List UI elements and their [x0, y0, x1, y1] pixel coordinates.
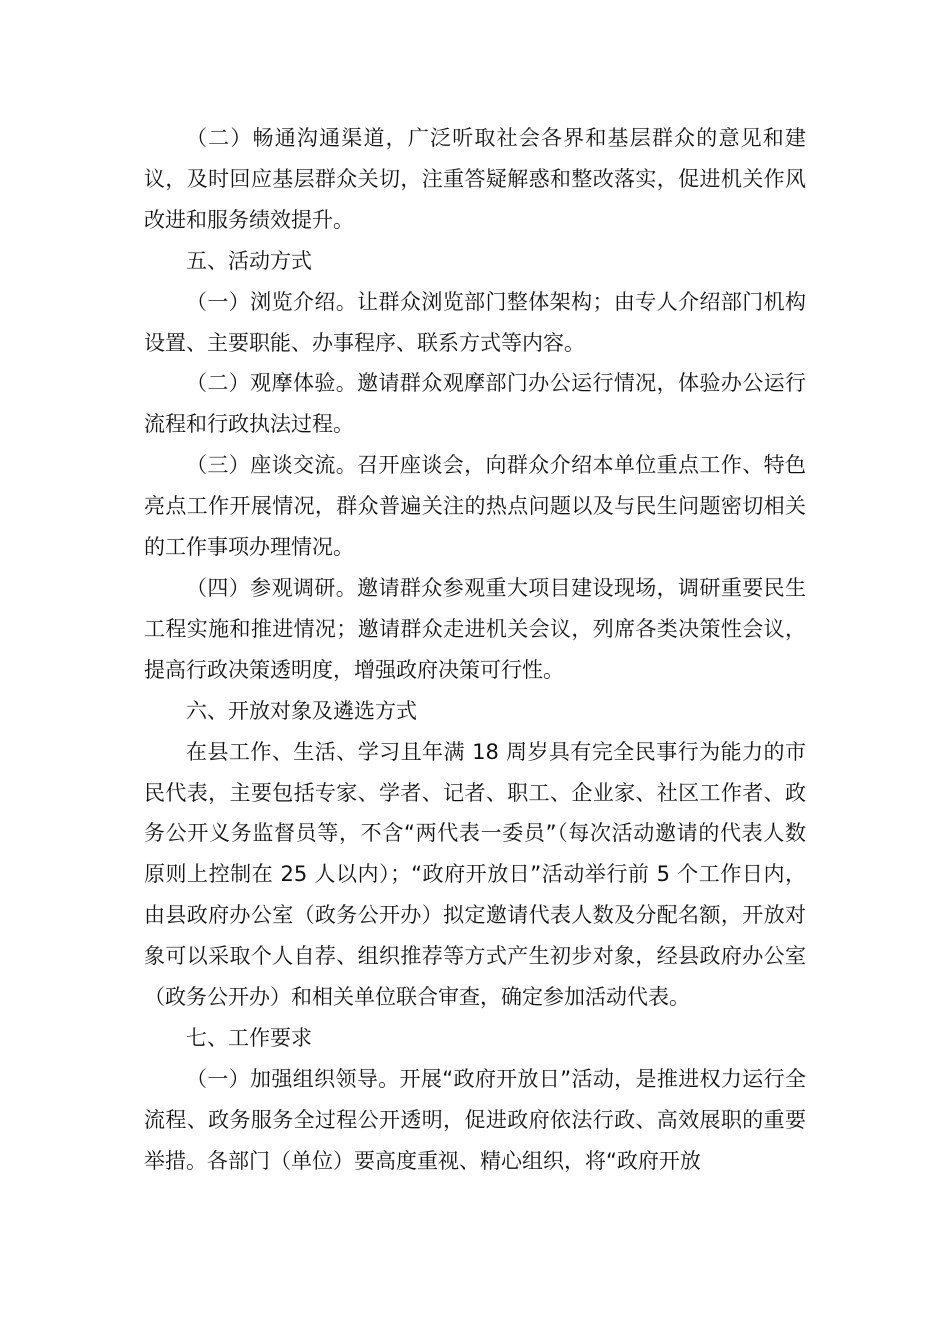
paragraph-browse-introduction: （一）浏览介绍。让群众浏览部门整体架构；由专人介绍部门机构设置、主要职能、办事程序、联系方式等内容。 — [144, 289, 806, 355]
paragraph-observation-experience: （二）观摩体验。邀请群众观摩部门办公运行情况，体验办公运行流程和行政执法过程。 — [144, 371, 806, 437]
paragraph-improve-communication: （二）畅通沟通渠道，广泛听取社会各界和基层群众的意见和建议，及时回应基层群众关切，注重答疑解惑和整改落实，促进机关作风改进和服务绩效提升。 — [144, 126, 806, 232]
paragraph-visit-research: （四）参观调研。邀请群众参观重大项目建设现场，调研重要民生工程实施和推进情况；邀请群众走进机关会议，列席各类决策性会议，提高行政决策透明度，增强政府决策可行性。 — [144, 575, 806, 682]
section-heading-work-requirements: 七、工作要求 — [186, 1025, 312, 1050]
section-heading-activity-methods: 五、活动方式 — [186, 248, 312, 273]
paragraph-strengthen-leadership: （一）加强组织领导。开展“政府开放日”活动，是推进权力运行全流程、政务服务全过程公开透明，促进政府依法行政、高效展职的重要举措。各部门（单位）要高度重视、精心组织，将“政府开放 — [144, 1066, 806, 1173]
paragraph-participant-criteria: 在县工作、生活、学习且年满 18 周岁具有完全民事行为能力的市民代表，主要包括专家、学者、记者、职工、企业家、社区工作者、政务公开义务监督员等，不含“两代表一委员”（每次活动邀请的代表人数原则上控制在 25 人以内）；“政府开放日”活动举行前 5 个工作日内，由县政府办公室（政务公开办）拟定邀请代表人数及分配名额，开放对象可以采取个人自荐、组织推荐等方式产生初步对象，经县政府办公室（政务公开办）和相关单位联合审查，确定参加活动代表。 — [144, 739, 806, 1010]
document-body — [144, 118, 806, 1182]
paragraph-discussion-exchange: （三）座谈交流。召开座谈会，向群众介绍本单位重点工作、特色亮点工作开展情况，群众普遍关注的热点问题以及与民生问题密切相关的工作事项办理情况。 — [144, 453, 806, 560]
section-heading-participants-selection: 六、开放对象及遴选方式 — [186, 698, 417, 723]
